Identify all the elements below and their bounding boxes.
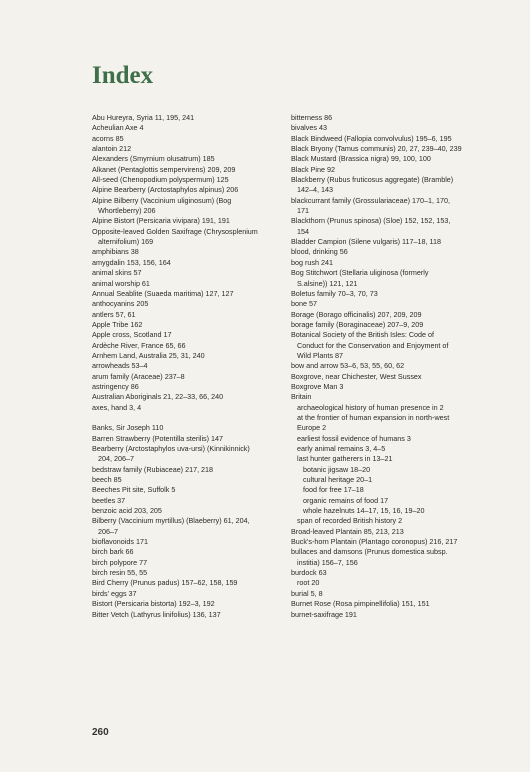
index-subentry: 171	[297, 206, 309, 216]
index-entry: beetles 37	[92, 495, 126, 505]
index-entry: Barren Strawberry (Potentilla sterilis) 147	[92, 433, 224, 443]
index-entry: animal worship 61	[92, 278, 150, 288]
index-subentry: 142–4, 143	[297, 185, 333, 195]
index-entry: Britain	[291, 392, 312, 402]
index-entry: arum family (Araceae) 237–8	[92, 371, 185, 381]
index-subentry: 154	[297, 226, 309, 236]
index-subentry: organic remains of food 17	[303, 495, 389, 505]
page-title: Index	[92, 62, 154, 89]
index-subentry: early animal remains 3, 4–5	[297, 444, 386, 453]
index-entry: Bog Stitchwort (Stellaria uliginosa (formerly	[291, 268, 429, 278]
index-entry: Alpine Bistort (Persicaria vivipara) 191, 191	[92, 216, 230, 226]
index-subentry: alternifolium) 169	[98, 237, 154, 247]
index-entry: Opposite-leaved Golden Saxifrage (Chrysosplenium	[92, 226, 258, 236]
index-entry: bedstraw family (Rubiaceae) 217, 218	[92, 464, 214, 474]
index-entry: Alpine Bilberry (Vaccinium uliginosum) (Bog	[92, 195, 232, 205]
index-entry: Blackberry (Rubus fruticosus aggregate) (Bramble)	[291, 175, 454, 185]
index-entry: Black Bryony (Tamus communis) 20, 27, 239–40, 239	[291, 144, 462, 154]
index-entry: Black Bindweed (Fallopia convolvulus) 195–6, 195	[291, 133, 452, 143]
index-entry: Banks, Sir Joseph 110	[92, 423, 164, 433]
index-entry: amygdalin 153, 156, 164	[92, 257, 171, 267]
index-entry: birch bark 66	[92, 547, 134, 557]
index-entry: Borage (Borago officinalis) 207, 209, 209	[291, 309, 422, 319]
index-entry: Alexanders (Smyrnium olusatrum) 185	[92, 154, 215, 164]
index-entry: Annual Seablite (Suaeda maritima) 127, 127	[92, 288, 234, 298]
index-subentry: Wild Plants 87	[297, 350, 343, 360]
index-entry: bog rush 241	[291, 257, 333, 267]
index-entry: Arnhem Land, Australia 25, 31, 240	[92, 350, 205, 360]
index-entry: birds' eggs 37	[92, 588, 137, 598]
index-subentry: cultural heritage 20–1	[303, 475, 373, 485]
index-subentry: 204, 206–7	[98, 454, 134, 464]
index-entry: birch resin 55, 55	[92, 568, 148, 578]
index-entry: antlers 57, 61	[92, 309, 136, 319]
index-entry: burnet-saxifrage 191	[291, 609, 357, 619]
index-subentry: 206–7	[98, 526, 118, 536]
index-subentry: span of recorded British history 2	[297, 516, 403, 526]
index-subentry: Whortleberry) 206	[98, 206, 156, 216]
index-entry: arrowheads 53–4	[92, 361, 148, 371]
index-entry: blackcurrant family (Grossulariaceae) 170–1, 170,	[291, 195, 450, 205]
index-entry: bullaces and damsons (Prunus domestica subsp.	[291, 547, 448, 557]
index-entry: Bilberry (Vaccinium myrtillus) (Blaeberry) 61, 204,	[92, 516, 250, 526]
index-entry: anthocyanins 205	[92, 299, 149, 309]
index-entry: bioflavonoids 171	[92, 537, 148, 547]
index-entry: beech 85	[92, 475, 122, 485]
index-entry: burdock 63	[291, 568, 327, 578]
index-entry: All-seed (Chenopodium polyspermum) 125	[92, 175, 229, 185]
index-entry: alantoin 212	[92, 144, 132, 154]
index-entry: Boletus family 70–3, 70, 73	[291, 288, 378, 298]
index-entry: Blackthorn (Prunus spinosa) (Sloe) 152, 152, 153,	[291, 216, 451, 226]
index-entry: acorns 85	[92, 133, 124, 143]
index-subentry: whole hazelnuts 14–17, 15, 16, 19–20	[303, 506, 425, 516]
page-number: 260	[92, 727, 109, 738]
index-entry: Acheulian Axe 4	[92, 123, 144, 133]
index-column-right	[291, 113, 503, 620]
index-entry: Boxgrove Man 3	[291, 381, 344, 391]
index-entry: Black Pine 92	[291, 164, 335, 174]
index-subentry: last hunter gatherers in 13–21	[297, 454, 393, 464]
index-entry: birch polypore 77	[92, 557, 148, 567]
index-entry: Bird Cherry (Prunus padus) 157–62, 158, 159	[92, 578, 238, 588]
index-entry: Buck's-horn Plantain (Plantago coronopus) 216, 217	[291, 537, 458, 547]
index-entry: Bitter Vetch (Lathyrus linifolius) 136, 137	[92, 609, 221, 619]
index-entry: blood, drinking 56	[291, 247, 348, 257]
index-entry: Alkanet (Pentaglottis sempervirens) 209, 209	[92, 164, 236, 174]
index-entry: Boxgrove, near Chichester, West Sussex	[291, 371, 422, 381]
index-entry: Ardèche River, France 65, 66	[92, 340, 186, 350]
index-subentry: institia) 156–7, 156	[297, 557, 358, 567]
index-entry: Beeches Pit site, Suffolk 5	[92, 485, 176, 495]
index-entry: bow and arrow 53–6, 53, 55, 60, 62	[291, 361, 405, 371]
index-entry: bitterness 86	[291, 113, 333, 122]
index-subentry: botanic jigsaw 18–20	[303, 464, 371, 474]
index-subentry: at the frontier of human expansion in north-west	[297, 412, 450, 422]
index-entry: astringency 86	[92, 381, 139, 391]
index-subentry: earliest fossil evidence of humans 3	[297, 433, 411, 443]
index-entry: burial 5, 8	[291, 588, 323, 598]
index-subentry: food for free 17–18	[303, 485, 364, 495]
index-entry: Broad-leaved Plantain 85, 213, 213	[291, 526, 404, 536]
index-subentry: Europe 2	[297, 423, 327, 433]
index-entry: borage family (Boraginaceae) 207–9, 209	[291, 319, 424, 329]
index-entry: Apple Tribe 162	[92, 319, 143, 329]
index-subentry: S.alsine)) 121, 121	[297, 278, 358, 288]
index-entry: Bistort (Persicaria bistorta) 192–3, 192	[92, 599, 215, 609]
index-entry: Bladder Campion (Silene vulgaris) 117–18, 118	[291, 237, 441, 247]
index-entry: Abu Hureyra, Syria 11, 195, 241	[92, 113, 195, 122]
index-entry: bone 57	[291, 299, 317, 309]
index-entry: bivalves 43	[291, 123, 327, 133]
index-entry: Australian Aboriginals 21, 22–33, 66, 240	[92, 392, 224, 402]
index-subentry: archaeological history of human presence in 2	[297, 402, 444, 412]
index-entry: benzoic acid 203, 205	[92, 506, 162, 516]
index-entry: Alpine Bearberry (Arctostaphylos alpinus) 206	[92, 185, 239, 195]
index-entry: Apple cross, Scotland 17	[92, 330, 172, 340]
index-entry: amphibians 38	[92, 247, 139, 257]
entry-gap	[92, 413, 297, 423]
index-entry: Bearberry (Arctostaphylos uva-ursi) (Kinnikinnick)	[92, 444, 250, 453]
index-subentry: Conduct for the Conservation and Enjoyment of	[297, 340, 449, 350]
index-subentry: root 20	[297, 578, 320, 588]
index-entry: animal skins 57	[92, 268, 142, 278]
index-entry: axes, hand 3, 4	[92, 402, 142, 412]
index-entry: Burnet Rose (Rosa pimpinellifolia) 151, 151	[291, 599, 430, 609]
index-column-left	[92, 113, 297, 620]
index-entry: Black Mustard (Brassica nigra) 99, 100, 100	[291, 154, 431, 164]
index-entry: Botanical Society of the British Isles: Code of	[291, 330, 435, 340]
